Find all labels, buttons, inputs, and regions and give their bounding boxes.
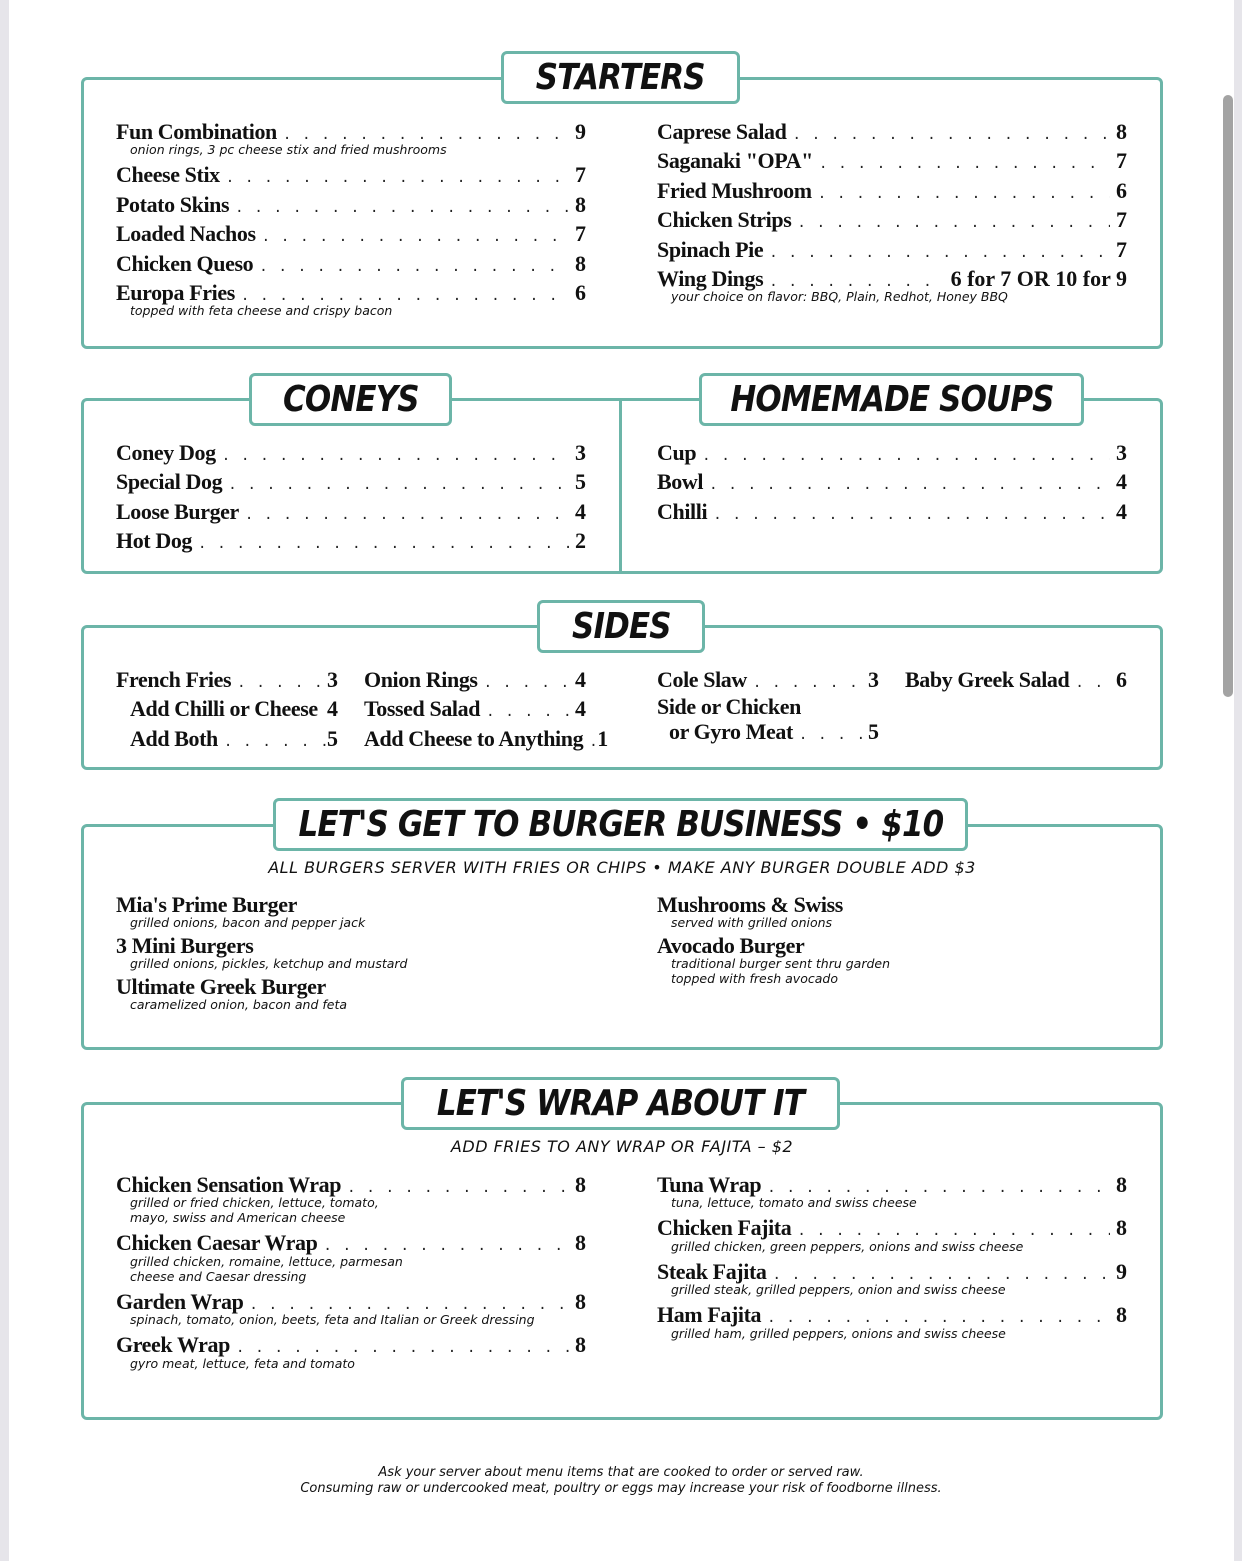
coneys-header [249,373,452,426]
item-name: Fun Combination [116,119,277,144]
leader-dots [222,442,569,471]
item-name: Fried Mushroom [657,177,812,203]
menu-item [905,665,1127,694]
item-name: Cole Slaw [657,667,747,692]
leader-dots [262,223,569,252]
item-price: 8 [575,250,586,276]
item-name: Side or Chicken [657,694,801,720]
menu-item [116,694,338,723]
item-name: Add Chilli or Cheese [130,696,318,722]
item-description: spinach, tomato, onion, beets, feta and Italian or Greek dressing [130,1312,535,1328]
item-description: grilled chicken, romaine, lettuce, parmesan [130,1253,403,1269]
item-price: 8 [575,1288,586,1314]
item-price: 3 [1116,440,1127,465]
item-price: 7 [1116,207,1127,233]
menu-item-line-2 [657,717,879,746]
menu-item [116,497,586,526]
wraps-subtitle: ADD FRIES TO ANY WRAP OR FAJITA – $2 [450,1137,794,1156]
menu-item [657,176,1127,205]
item-name: Chicken Strips [657,207,792,233]
leader-dots [709,471,1110,500]
leader-dots [224,728,327,757]
item-price: 5 [327,725,338,751]
item-name: Add Both [130,725,218,751]
menu-item [657,497,1127,526]
leader-dots [1075,669,1116,698]
burger-description: caramelized onion, bacon and feta [130,997,348,1012]
item-description: grilled chicken, green peppers, onions and swiss cheese [671,1238,1024,1254]
item-name: French Fries [116,667,232,692]
soups-header [699,373,1084,426]
item-price: 8 [575,1230,586,1256]
item-price: 8 [1116,1172,1127,1197]
item-price: 6 [1116,177,1127,203]
starters-title: STARTERS [536,57,705,98]
leader-dots [589,728,597,757]
item-price: 3 [868,667,879,692]
sides-column-1 [116,665,338,753]
item-name: Chilli [657,498,708,524]
item-name: Steak Fajita [657,1258,767,1284]
item-price: 8 [1116,119,1127,144]
starters-left-column [116,117,586,321]
menu-item [657,438,1127,467]
menu-item [116,724,338,753]
item-name: Onion Rings [364,667,478,692]
menu-item [116,249,586,278]
item-name-continued: or Gyro Meat [669,719,793,745]
burger-name: Mia's Prime Burger [116,892,297,917]
item-description-continued: cheese and Caesar dressing [130,1268,307,1284]
sides-title: SIDES [571,606,671,647]
menu-item [116,526,586,555]
leader-dots [702,442,1110,471]
item-description: gyro meat, lettuce, feta and tomato [130,1355,355,1371]
item-price: 8 [575,1172,586,1197]
item-price: 6 [575,279,586,305]
burger-description: traditional burger sent thru garden [671,956,891,971]
leader-dots [797,209,1110,238]
burgers-left-column [116,892,596,1015]
item-price: 4 [575,498,586,524]
item-name: Saganaki "OPA" [657,148,813,174]
burger-description: served with grilled onions [671,915,833,930]
sides-header [537,600,705,653]
item-price: 4 [1116,469,1127,495]
menu-item [364,694,586,723]
leader-dots [818,180,1110,209]
item-price: 5 [868,719,879,745]
item-price: 4 [327,696,338,722]
burger-name: 3 Mini Burgers [116,933,254,958]
menu-item [657,665,879,694]
leader-dots [713,501,1110,530]
item-name: Wing Dings [657,265,764,291]
food-safety-notice-line-1: Ask your server about menu items that are cooked to order or served raw. [378,1465,864,1480]
coneys-title: CONEYS [282,379,419,420]
leader-dots [792,121,1110,150]
sides-column-3 [657,665,879,747]
leader-dots [228,471,569,500]
item-name: Tossed Salad [364,696,481,722]
item-name: Chicken Caesar Wrap [116,1230,318,1256]
burger-description: grilled onions, pickles, ketchup and mustard [130,956,408,971]
item-name: Caprese Salad [657,119,787,144]
item-name: Tuna Wrap [657,1172,762,1197]
coneys-column [116,438,586,556]
item-description: grilled ham, grilled peppers, onions and swiss cheese [671,1325,1006,1341]
item-name: Garden Wrap [116,1288,244,1314]
item-name: Ham Fajita [657,1302,762,1328]
menu-item [116,190,586,219]
item-price: 1 [597,725,609,751]
menu-item [116,219,586,248]
item-price: 3 [327,667,338,692]
wraps-right-column [657,1170,1127,1344]
item-name: Loaded Nachos [116,221,256,247]
leader-dots [259,253,569,282]
item-name: Coney Dog [116,440,216,465]
item-name: Cheese Stix [116,162,220,188]
menu-item [364,724,609,753]
wraps-header [401,1077,840,1130]
page-edge-left [0,0,9,1561]
item-name: Bowl [657,469,704,495]
starters-header [501,51,740,104]
menu-item [657,467,1127,496]
menu-item [116,160,586,189]
item-price: 6 for 7 OR 10 for 9 [950,265,1127,291]
burgers-right-column [657,892,1137,989]
item-name: Greek Wrap [116,1332,230,1358]
item-name: Cup [657,440,697,465]
item-price: 6 [1116,667,1127,692]
item-price: 5 [575,469,586,495]
item-price: 9 [575,119,586,144]
burgers-subtitle: ALL BURGERS SERVER WITH FRIES OR CHIPS • MAKE ANY BURGER DOUBLE ADD $3 [268,858,976,877]
item-price: 7 [1116,148,1127,174]
item-price: 8 [575,1332,586,1358]
item-price: 2 [575,528,586,554]
item-description: grilled or fried chicken, lettuce, tomato, [130,1195,379,1211]
item-name: Potato Skins [116,191,230,217]
burgers-title: LET'S GET TO BURGER BUSINESS • $10 [298,804,943,845]
item-name: Europa Fries [116,279,235,305]
item-price: 7 [575,162,586,188]
item-description: onion rings, 3 pc cheese stix and fried mushrooms [130,142,447,158]
item-description: grilled steak, grilled peppers, onion and swiss cheese [671,1282,1006,1298]
leader-dots [245,501,569,530]
item-name: Baby Greek Salad [905,667,1070,692]
burger-description-continued: topped with fresh avocado [671,971,838,986]
item-description-continued: mayo, swiss and American cheese [130,1210,346,1226]
item-price: 8 [575,191,586,217]
item-description: tuna, lettuce, tomato and swiss cheese [671,1195,917,1211]
item-name: Chicken Fajita [657,1215,792,1241]
burger-name: Avocado Burger [657,933,805,958]
item-description: topped with feta cheese and crispy bacon [130,303,393,319]
item-price: 8 [1116,1302,1127,1328]
wraps-title: LET'S WRAP ABOUT IT [436,1083,805,1124]
burger-name: Ultimate Greek Burger [116,974,326,999]
leader-dots [347,1174,569,1203]
item-price: 4 [575,696,586,722]
scrollbar-thumb[interactable] [1223,95,1233,697]
item-name: Hot Dog [116,528,193,554]
leader-dots [226,164,569,193]
item-name: Spinach Pie [657,236,764,262]
burgers-header [273,798,968,851]
burger-description: grilled onions, bacon and pepper jack [130,915,366,930]
item-price: 4 [1116,498,1127,524]
sides-column-2 [364,665,609,753]
section-divider [619,398,622,574]
burger-name: Mushrooms & Swiss [657,892,843,917]
food-safety-notice-line-2: Consuming raw or undercooked meat, poultry or eggs may increase your risk of foodborne illness. [300,1481,942,1496]
leader-dots [819,150,1110,179]
item-name: Loose Burger [116,498,239,524]
item-price: 7 [1116,236,1127,262]
leader-dots [484,669,575,698]
item-price: 8 [1116,1215,1127,1241]
menu-item [657,146,1127,175]
menu-item [116,467,586,496]
item-price: 4 [575,667,586,692]
leader-dots [799,721,868,750]
menu-item [657,117,1127,146]
menu-item [116,665,338,694]
leader-dots [235,194,569,223]
item-price: 9 [1116,1258,1127,1284]
starters-right-column [657,117,1127,307]
menu-item [116,438,586,467]
soups-column [657,438,1127,526]
item-description: your choice on flavor: BBQ, Plain, Redhot, Honey BBQ [671,289,1008,305]
wraps-left-column [116,1170,586,1374]
menu-item [657,205,1127,234]
sides-column-4 [905,665,1127,694]
leader-dots [198,530,569,559]
item-name: Chicken Sensation Wrap [116,1172,342,1197]
item-name: Special Dog [116,469,223,495]
menu-item [364,665,586,694]
item-name: Add Cheese to Anything [364,725,584,751]
item-price: 3 [575,440,586,465]
item-price: 7 [575,221,586,247]
soups-title: HOMEMADE SOUPS [729,379,1054,420]
item-name: Chicken Queso [116,250,254,276]
menu-item [657,235,1127,264]
page-edge-right [1234,0,1242,1561]
